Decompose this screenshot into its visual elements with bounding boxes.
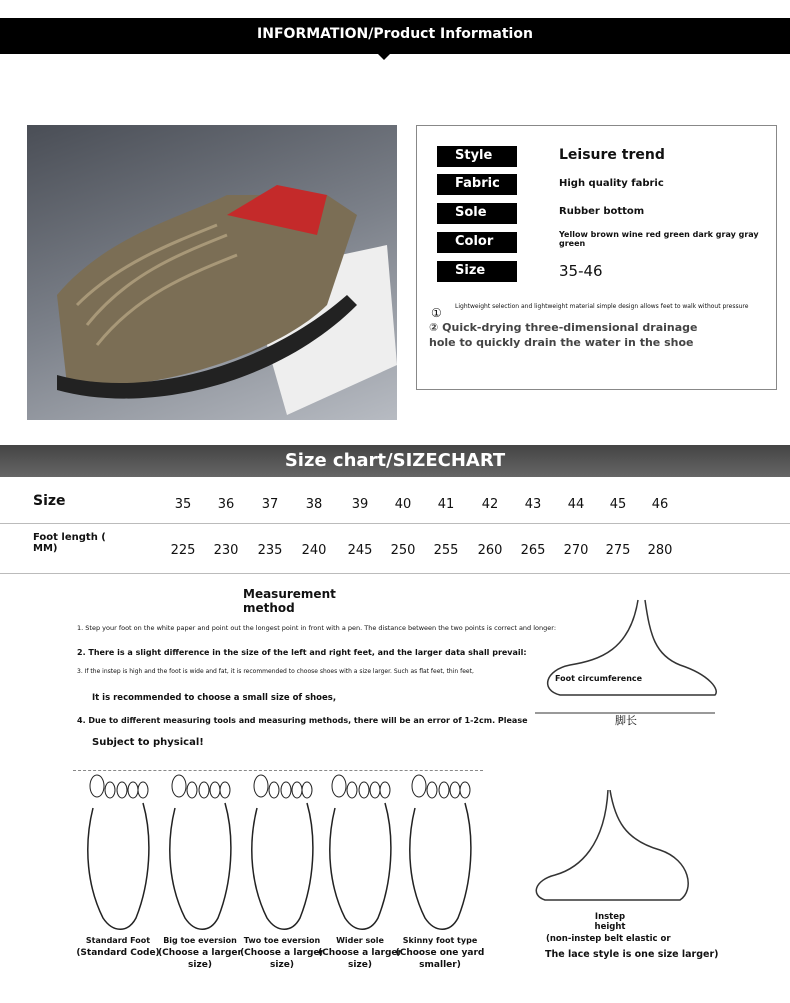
value-fabric: High quality fabric [559, 178, 664, 189]
instep-label: Instep height [594, 912, 626, 932]
label-size: Size [437, 261, 517, 282]
step-1: 1. Step your foot on the white paper and point out the longest point in front with a pen. The distance between the two points is correct and longer: [77, 624, 557, 632]
size-label: Size [33, 493, 66, 509]
size-cell: 41 [437, 497, 455, 512]
foot-circumference-label: Foot circumference [555, 674, 643, 683]
foot-type-name: Standard Foot [85, 936, 151, 945]
size-cell: 44 [567, 497, 585, 512]
foot-type-name: Wider sole [336, 936, 384, 945]
foot-type-item [395, 935, 485, 971]
foot-type-item [237, 935, 327, 971]
label-style: Style [437, 146, 517, 167]
label-color: Color [437, 232, 517, 253]
foot-type-advice: (Choose one yard smaller) [395, 948, 485, 970]
foot-length-diagram [530, 595, 730, 730]
step-3b: It is recommended to choose a small size of shoes, [92, 693, 337, 703]
foot-outline-icon [320, 768, 400, 933]
length-cell: 240 [301, 543, 327, 558]
header-title: INFORMATION/Product Information [257, 26, 533, 42]
size-cell: 35 [174, 497, 192, 512]
size-cell: 40 [394, 497, 412, 512]
measurement-title: Measurement method [243, 587, 336, 615]
size-cell: 46 [651, 497, 669, 512]
instep-note-2: The lace style is one size larger) [545, 949, 719, 960]
value-style: Leisure trend [559, 147, 665, 163]
length-cell: 265 [520, 543, 546, 558]
foot-type-advice: (Choose a larger size) [158, 948, 242, 970]
label-fabric: Fabric [437, 174, 517, 195]
length-cell: 225 [170, 543, 196, 558]
foot-type-item [155, 935, 245, 971]
sizechart-title: Size chart/SIZECHART [284, 450, 506, 471]
label-sole: Sole [437, 203, 517, 224]
section-header-information [0, 18, 790, 54]
length-cell: 230 [213, 543, 239, 558]
section-header-sizechart [0, 445, 790, 477]
foot-outline-icon [160, 768, 240, 933]
step-4b: Subject to physical! [92, 737, 204, 748]
foot-type-advice: (Choose a larger size) [240, 948, 324, 970]
length-cell: 280 [647, 543, 673, 558]
size-cell: 45 [609, 497, 627, 512]
value-sole: Rubber bottom [559, 206, 645, 217]
product-info-box [416, 125, 777, 390]
foot-outline-icon [242, 768, 322, 933]
foot-length-label: 脚长 [615, 714, 637, 727]
length-cell: 255 [433, 543, 459, 558]
foot-type-advice: (Choose a larger size) [318, 948, 402, 970]
length-cell: 275 [605, 543, 631, 558]
length-cell: 245 [347, 543, 373, 558]
length-cell: 250 [390, 543, 416, 558]
size-cell: 38 [305, 497, 323, 512]
step-3: 3. If the instep is high and the foot is wide and fat, it is recommended to choose shoes with a size larger. Such as flat feet, thin feet, [77, 668, 474, 675]
foot-type-name: Big toe eversion [163, 936, 237, 945]
size-cell: 36 [217, 497, 235, 512]
size-cell: 37 [261, 497, 279, 512]
product-photo [27, 125, 397, 420]
size-row [0, 480, 790, 524]
foot-type-name: Two toe eversion [243, 936, 321, 945]
note2: ② Quick-drying three-dimensional drainage hole to quickly drain the water in the shoe [429, 321, 698, 349]
foot-type-item [315, 935, 405, 971]
step-4: 4. Due to different measuring tools and measuring methods, there will be an error of 1-2cm. Please [77, 716, 528, 725]
note1: Lightweight selection and lightweight material simple design allows feet to walk without pressure [455, 303, 749, 310]
foot-type-item [73, 935, 163, 959]
value-color: Yellow brown wine red green dark gray gray green [559, 230, 759, 248]
length-cell: 235 [257, 543, 283, 558]
size-cell: 43 [524, 497, 542, 512]
step-2: 2. There is a slight difference in the size of the left and right feet, and the larger data shall prevail: [77, 648, 527, 657]
note1-number: ① [431, 306, 442, 320]
size-cell: 42 [481, 497, 499, 512]
length-cell: 260 [477, 543, 503, 558]
instep-height-diagram [530, 790, 700, 910]
foot-outline-icon [78, 768, 158, 933]
foot-outline-icon [400, 768, 480, 933]
length-row [0, 524, 790, 574]
value-size: 35-46 [559, 262, 603, 280]
instep-note: (non-instep belt elastic or [546, 934, 671, 944]
length-label: Foot length ( MM) [33, 532, 106, 554]
foot-type-advice: (Standard Code) [76, 948, 160, 958]
length-cell: 270 [563, 543, 589, 558]
size-cell: 39 [351, 497, 369, 512]
foot-type-name: Skinny foot type [402, 936, 478, 945]
